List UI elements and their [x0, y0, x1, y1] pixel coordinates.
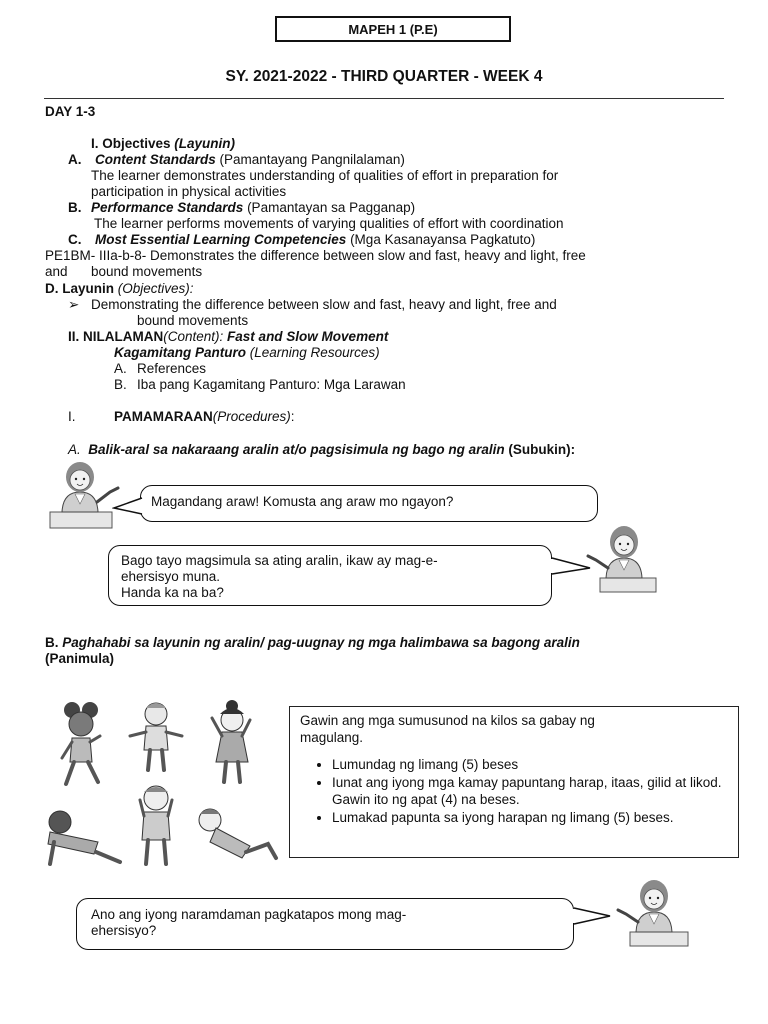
day-label: DAY 1-3: [45, 104, 96, 119]
bubble-tail-3: [572, 906, 612, 928]
competency-text: Demonstrates the difference between slow and fast, heavy and light, free: [146, 248, 586, 263]
procedures-title: PAMAMARAAN: [114, 409, 213, 424]
paghahabi-title: Paghahabi sa layunin ng aralin/ pag-uugnay ng mga halimbawa sa bagong aralin: [58, 635, 580, 650]
content-standards-title: Content Standards: [95, 152, 216, 167]
speech-bubble-question: [76, 898, 574, 950]
competency-text-2: bound movements: [91, 264, 203, 279]
content-standards-line2: participation in physical activities: [91, 184, 287, 199]
objectives-heading: [91, 136, 235, 152]
ref-a-letter: A.: [114, 361, 127, 376]
paghahabi-heading: [45, 635, 580, 651]
intro-line3: Handa ka na ba?: [121, 585, 224, 600]
melc-heading: [95, 232, 535, 248]
activity-item: • Iunat ang iyong mga kamay papuntang harap, itaas, gilid at likod. Gawin ito ng apat (4) na beses.: [332, 774, 726, 808]
objectives-heading-tl: (Layunin): [174, 136, 236, 151]
performance-standards-heading: [91, 200, 415, 216]
melc-title: Most Essential Learning Competencies: [95, 232, 347, 247]
speech-bubble-intro: [108, 545, 552, 606]
nilalaman-title: . NILALAMAN: [75, 329, 164, 344]
layunin-title: D. Layunin: [45, 281, 115, 296]
layunin-line1: Demonstrating the difference between slow and fast, heavy and light, free and: [91, 297, 557, 312]
layunin-tl: (Objectives):: [114, 281, 194, 296]
competency-code: PE1BM- IIIa-b-8-: [45, 248, 147, 263]
activity-item: • Lumakad papunta sa iyong harapan ng limang (5) beses.: [332, 809, 726, 826]
procedures-heading: [114, 409, 295, 425]
activity-intro-line2: magulang.: [300, 730, 364, 745]
procedures-colon: :: [290, 409, 295, 424]
procedures-num: I.: [68, 409, 76, 424]
nilalaman-tl: (Content):: [163, 329, 228, 344]
balik-aral-title: Balik-aral sa nakaraang aralin at/o pagsisimula ng bago ng aralin: [88, 442, 505, 457]
activity-item: • Lumundag ng limang (5) beses: [332, 756, 726, 773]
nilalaman-topic: Fast and Slow Movement: [227, 329, 389, 344]
teacher-illustration: [584, 522, 660, 596]
layunin-line2: bound movements: [137, 313, 249, 328]
arrow-bullet-icon: ➢: [68, 297, 80, 312]
panimula-tag: (Panimula): [45, 651, 115, 666]
nilalaman-num: II: [68, 329, 76, 344]
activity-intro-line1: Gawin ang mga sumusunod na kilos sa gabay ng: [300, 713, 595, 728]
balik-aral-letter: A.: [68, 442, 81, 457]
intro-line2: ehersisyo muna.: [121, 569, 221, 584]
objectives-heading-text: I. Objectives: [91, 136, 175, 151]
kids-exercise-illustration: [36, 696, 282, 874]
item-a-letter: A.: [68, 152, 82, 167]
subject-box: [275, 16, 511, 42]
content-standards-line1: The learner demonstrates understanding of qualities of effort in preparation for: [91, 168, 559, 183]
kagamitan-tl: (Learning Resources): [246, 345, 380, 360]
bubble-tail-1: [112, 496, 144, 518]
balik-aral-heading: [68, 442, 575, 458]
title-divider: [44, 98, 724, 99]
paghahabi-letter: B.: [45, 635, 59, 650]
speech-bubble-greeting: [140, 485, 598, 522]
page-title: SY. 2021-2022 - THIRD QUARTER - WEEK 4: [225, 68, 543, 85]
ref-b-text: Iba pang Kagamitang Panturo: Mga Larawan: [137, 377, 406, 392]
content-standards-tl: (Pamantayang Pangnilalaman): [215, 152, 405, 167]
competency-and: and: [45, 264, 68, 279]
procedures-tl: (Procedures): [212, 409, 291, 424]
subject-label: MAPEH 1 (P.E): [348, 21, 438, 37]
ref-a-text: References: [137, 361, 207, 376]
performance-standards-title: Performance Standards: [91, 200, 244, 215]
kagamitan-heading: [114, 345, 380, 361]
activity-list: [306, 756, 726, 827]
melc-tl: (Mga Kasanayansa Pagkatuto): [346, 232, 536, 247]
balik-aral-tag: (Subukin):: [504, 442, 576, 457]
nilalaman-heading: [68, 329, 388, 345]
kagamitan-title: Kagamitang Panturo: [114, 345, 247, 360]
performance-standards-tl: (Pamantayan sa Pagganap): [243, 200, 416, 215]
greeting-text: Magandang araw! Komusta ang araw mo ngayon?: [151, 494, 454, 509]
activity-box: [289, 706, 739, 858]
layunin-heading: [45, 281, 194, 297]
competency-code-line: [45, 248, 586, 264]
performance-standards-line1: The learner performs movements of varying qualities of effort with coordination: [94, 216, 564, 231]
ref-b-letter: B.: [114, 377, 127, 392]
item-c-letter: C.: [68, 232, 82, 247]
intro-line1: Bago tayo magsimula sa ating aralin, ikaw ay mag-e-: [121, 553, 438, 568]
content-standards-heading: [95, 152, 405, 168]
question-line1: Ano ang iyong naramdaman pagkatapos mong mag-: [91, 907, 407, 922]
item-b-letter: B.: [68, 200, 82, 215]
question-line2: ehersisyo?: [91, 923, 157, 938]
teacher-illustration: [612, 874, 692, 950]
